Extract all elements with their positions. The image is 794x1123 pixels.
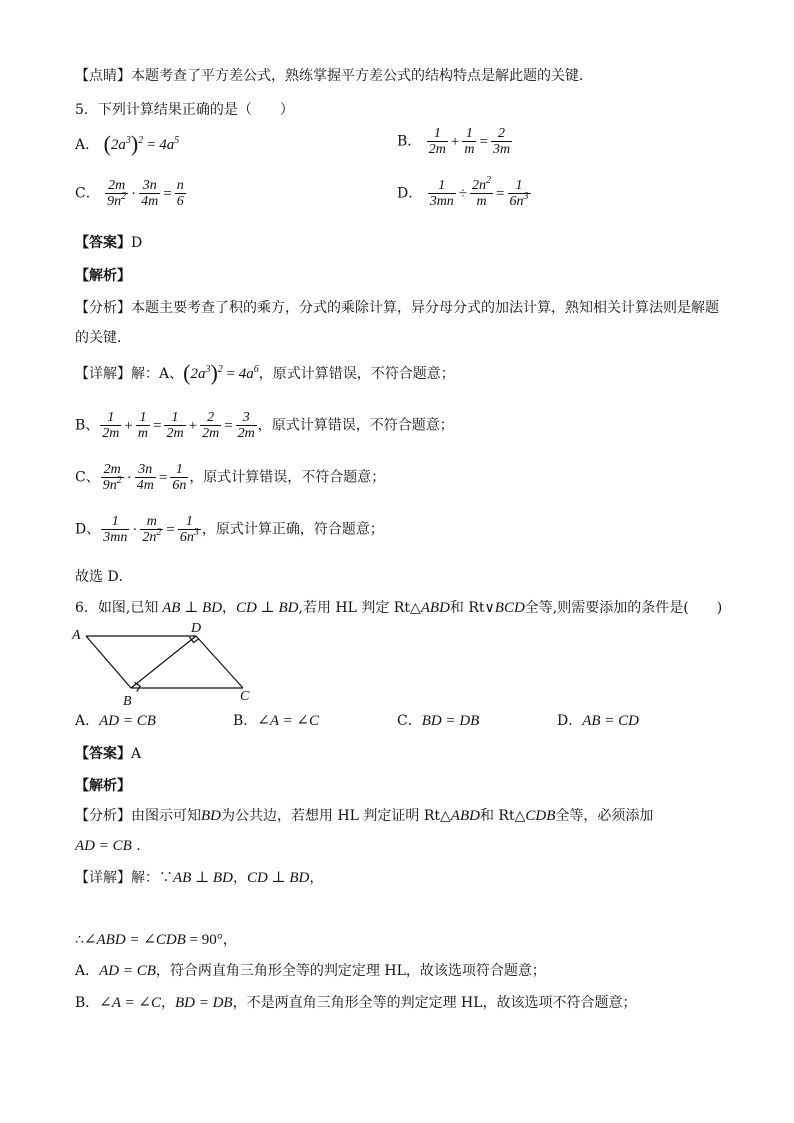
analysis-5-a: 【分析】本题主要考查了积的乘方，分式的乘除计算，异分母分式的加法计算，熟知相关计算法则是解题 [75,300,719,316]
conclusion-a: A．AD = CB，符合两直角三角形全等的判定定理 HL，故该选项符合题意； [75,963,546,979]
option-5c: C． $\frac{2m}{9n^2}$ · $\frac{3n}{4m}$ = $\frac{n}{6}$ [75,178,184,209]
question-6: 6．如图,已知 AB ⊥ BD，CD ⊥ BD,若用 HL 判定 Rt△ABD和 Rt∨BCD全等,则需要添加的条件是( ) [75,600,723,616]
label-c: C [240,689,250,704]
detail-5a: 【详解】解：A、$(2a^3)^2 = 4a^6$，原式计算错误，不符合题意； [75,360,455,385]
detail-6: 【详解】解：∵AB ⊥ BD，CD ⊥ BD， [75,870,324,886]
answer-5: 【答案】D [75,235,143,251]
option-6a: A．AD = CB [75,713,156,729]
analysis-5-heading: 【解析】 [75,268,131,284]
tip-line: 【点睛】本题考查了平方差公式，熟练掌握平方差公式的结构特点是解此题的关键． [75,68,593,84]
label-a: A [72,628,81,643]
conclusion-b: B．∠A = ∠C，BD = DB，不是两直角三角形全等的判定定理 HL，故该选项不符合题意； [75,995,637,1011]
detail-5b: B、 $\frac{1}{2m}$ + $\frac{1}{m}$ = $\frac{1}{2m}$ + $\frac{2}{2m}$ = $\frac{3}{2m}$ ，原式计算错误，不符合题意； [75,410,454,441]
detail-5c: C、 $\frac{2m}{9n^2}$ · $\frac{3n}{4m}$ = $\frac{1}{6n}$ ，原式计算错误，不符合题意； [75,462,386,493]
analysis-6-a: 【分析】由图示可知BD为公共边，若想用 HL 判定证明 Rt△ABD和 Rt△CDB全等，必须添加 [75,808,654,824]
analysis-5-b: 的关键． [75,330,131,346]
choose-d: 故选 D． [75,569,133,585]
label-d: D [191,621,202,636]
detail-5d: D、 $\frac{1}{3mn}$ · $\frac{m}{2n^2}$ = $\frac{1}{6n^3}$ ，原式计算正确，符合题意； [75,514,384,545]
option-5d: D． $\frac{1}{3mn}$ ÷ $\frac{2n^2}{m}$ = $\frac{1}{6n^3}$ [397,175,529,209]
analysis-6-heading: 【解析】 [75,778,131,794]
question-5: 5．下列计算结果正确的是（ ） [75,102,294,118]
option-5b: B． $\frac{1}{2m}$ + $\frac{1}{m}$ = $\frac{2}{3m}$ [397,126,511,157]
option-6c: C．BD = DB [397,713,480,729]
answer-6: 【答案】A [75,746,142,762]
option-6d: D．AB = CD [557,713,640,729]
geometry-figure [68,620,268,710]
option-5a: A． $(2a^3)^2 = 4a^5$ [75,131,180,156]
option-6b: B．∠A = ∠C [233,713,319,729]
therefore-line: ∴∠ABD = ∠CDB = 90°， [75,932,237,948]
analysis-6-b: AD = CB . [75,838,141,854]
label-b: B [123,694,132,709]
